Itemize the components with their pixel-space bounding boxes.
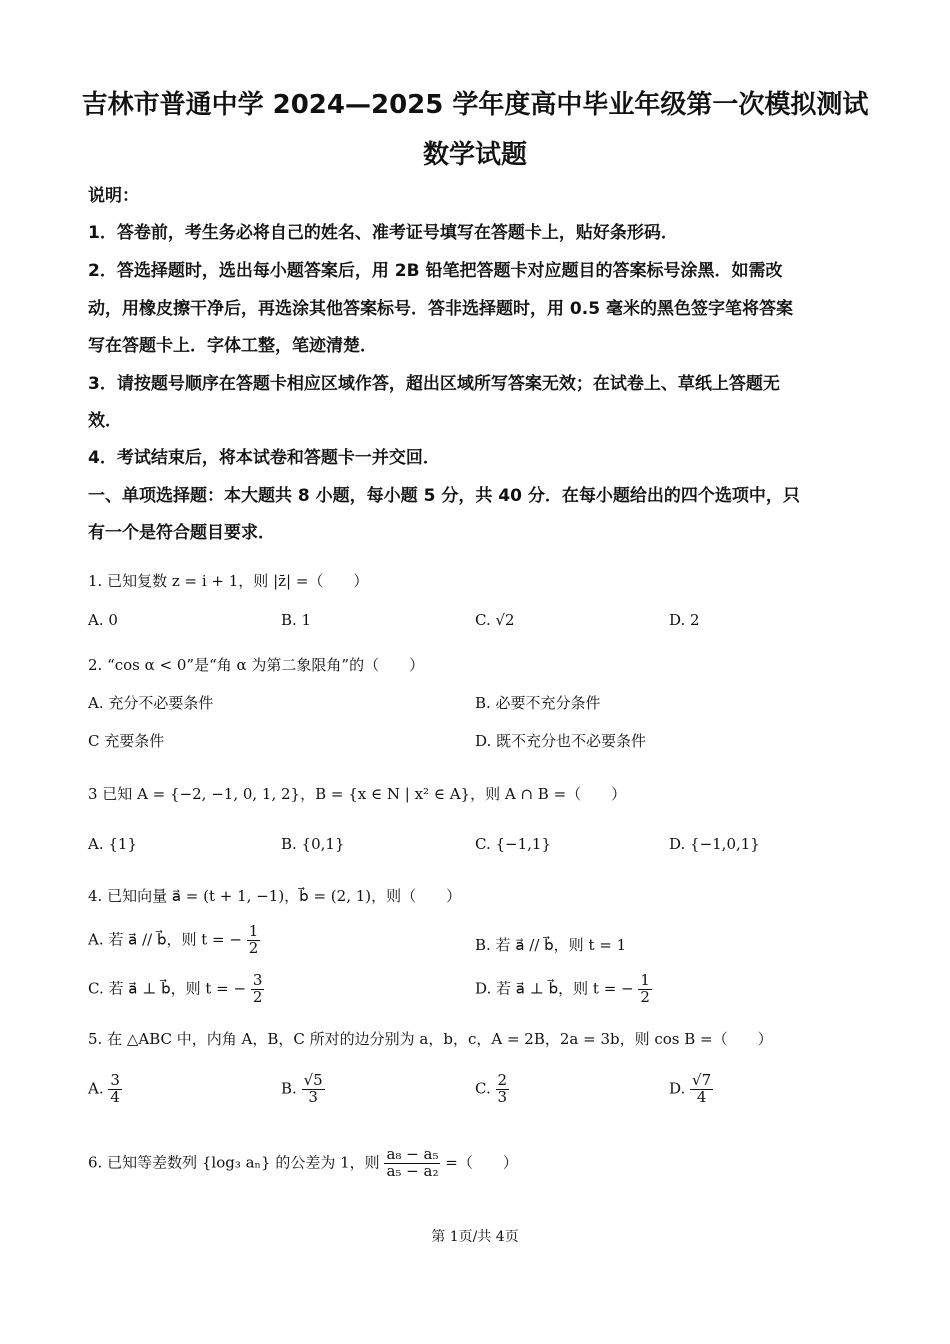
question-6-stem-end: =（ ）	[445, 1153, 518, 1172]
section-1-line-1: 一、单项选择题：本大题共 8 小题，每小题 5 分，共 40 分．在每小题给出的四个选项中，只	[88, 486, 800, 506]
instructions-header: 说明：	[88, 186, 139, 206]
question-1-option-c: C. √2	[475, 611, 515, 629]
question-4-option-c	[88, 973, 264, 1006]
question-5-option-a-fraction	[108, 1073, 122, 1106]
question-5-option-b-label: B.	[281, 1079, 297, 1098]
question-2-option-b: B. 必要不充分条件	[475, 694, 601, 712]
instruction-2-line-1: 2．答选择题时，选出每小题答案后，用 2B 铅笔把答题卡对应题目的答案标号涂黑．如需改	[88, 261, 783, 281]
question-5-option-c-label: C.	[475, 1079, 491, 1098]
question-4-option-a-text: A. 若 a⃗ // b⃗，则 t = −	[88, 930, 242, 949]
fraction-numerator: 3	[252, 971, 263, 989]
question-3-option-d: D. {−1,0,1}	[669, 835, 760, 853]
fraction-numerator: 2	[497, 1071, 508, 1089]
question-2-option-a: A. 充分不必要条件	[88, 694, 214, 712]
fraction-denominator: 2	[640, 987, 650, 1006]
question-3-stem: 3 已知 A = {−2, −1, 0, 1, 2}，B = {x ∈ N | x² ∈ A}，则 A ∩ B =（ ）	[88, 785, 627, 803]
instruction-3-line-2: 效．	[88, 411, 122, 431]
question-4-option-b: B. 若 a⃗ // b⃗，则 t = 1	[475, 936, 627, 954]
fraction-denominator: 4	[110, 1087, 120, 1106]
question-3-option-b: B. {0,1}	[281, 835, 345, 853]
question-2-option-c: C 充要条件	[88, 732, 165, 750]
question-1-option-d: D. 2	[669, 611, 700, 629]
question-4-option-d-fraction	[638, 973, 652, 1006]
question-5-option-d	[669, 1073, 713, 1106]
fraction-numerator: 3	[110, 1071, 120, 1089]
question-4-option-a-fraction	[247, 924, 261, 957]
question-1-stem: 1. 已知复数 z = i + 1，则 |z̄| =（ ）	[88, 572, 369, 590]
question-5-option-c	[475, 1073, 509, 1106]
instruction-1: 1．答卷前，考生务必将自己的姓名、准考证号填写在答题卡上，贴好条形码．	[88, 223, 678, 243]
question-3-option-a: A. {1}	[88, 835, 137, 853]
fraction-numerator: a₈ − a₅	[386, 1145, 439, 1163]
instruction-2-line-3: 写在答题卡上．字体工整，笔迹清楚．	[88, 336, 377, 356]
question-4-option-a	[88, 924, 260, 957]
question-5-option-a	[88, 1073, 122, 1106]
question-4-option-d	[475, 973, 652, 1006]
question-5-option-d-fraction	[690, 1073, 713, 1106]
question-2-stem: 2. “cos α < 0”是“角 α 为第二象限角”的（ ）	[88, 656, 425, 674]
instruction-2-line-2: 动，用橡皮擦干净后，再选涂其他答案标号．答非选择题时，用 0.5 毫米的黑色签字笔将答案	[88, 299, 793, 319]
question-4-stem: 4. 已知向量 a⃗ = (t + 1, −1)，b⃗ = (2, 1)，则（ ）	[88, 887, 462, 905]
question-5-option-d-label: D.	[669, 1079, 686, 1098]
question-5-option-a-label: A.	[88, 1079, 104, 1098]
question-2-option-d: D. 既不充分也不必要条件	[475, 732, 647, 750]
instruction-4: 4．考试结束后，将本试卷和答题卡一并交回．	[88, 448, 440, 468]
fraction-denominator: a₅ − a₂	[386, 1161, 439, 1180]
question-5-option-c-fraction	[496, 1073, 510, 1106]
question-5-stem: 5. 在 △ABC 中，内角 A，B，C 所对的边分别为 a，b，c，A = 2B，2a = 3b，则 cos B =（ ）	[88, 1030, 773, 1048]
fraction-denominator: 3	[497, 1087, 508, 1106]
fraction-denominator: 2	[252, 987, 263, 1006]
fraction-numerator: √7	[692, 1071, 712, 1089]
fraction-numerator: 1	[640, 971, 650, 989]
fraction-denominator: 2	[248, 938, 259, 957]
question-1-option-a: A. 0	[88, 611, 118, 629]
question-4-option-c-fraction	[251, 973, 265, 1006]
question-4-option-d-text: D. 若 a⃗ ⊥ b⃗，则 t = −	[475, 979, 634, 998]
question-6-stem	[88, 1147, 518, 1180]
fraction-numerator: 1	[248, 922, 259, 940]
section-1-line-2: 有一个是符合题目要求．	[88, 523, 275, 543]
fraction-denominator: 4	[696, 1087, 707, 1106]
question-3-option-c: C. {−1,1}	[475, 835, 551, 853]
instruction-3-line-1: 3．请按题号顺序在答题卡相应区域作答，超出区域所写答案无效；在试卷上、草纸上答题无	[88, 374, 780, 394]
question-5-option-b	[281, 1073, 325, 1106]
question-5-option-b-fraction	[302, 1073, 325, 1106]
question-6-stem-text: 6. 已知等差数列 {log₃ aₙ} 的公差为 1，则	[88, 1153, 380, 1172]
exam-title: 吉林市普通中学 2024—2025 学年度高中毕业年级第一次模拟测试	[81, 90, 869, 120]
page-footer: 第 1页/共 4页	[431, 1229, 519, 1245]
question-4-option-c-text: C. 若 a⃗ ⊥ b⃗，则 t = −	[88, 979, 247, 998]
question-1-option-b: B. 1	[281, 611, 312, 629]
fraction-denominator: 3	[308, 1087, 318, 1106]
question-6-fraction	[384, 1147, 440, 1180]
fraction-numerator: √5	[303, 1071, 323, 1089]
exam-subtitle: 数学试题	[422, 140, 527, 170]
